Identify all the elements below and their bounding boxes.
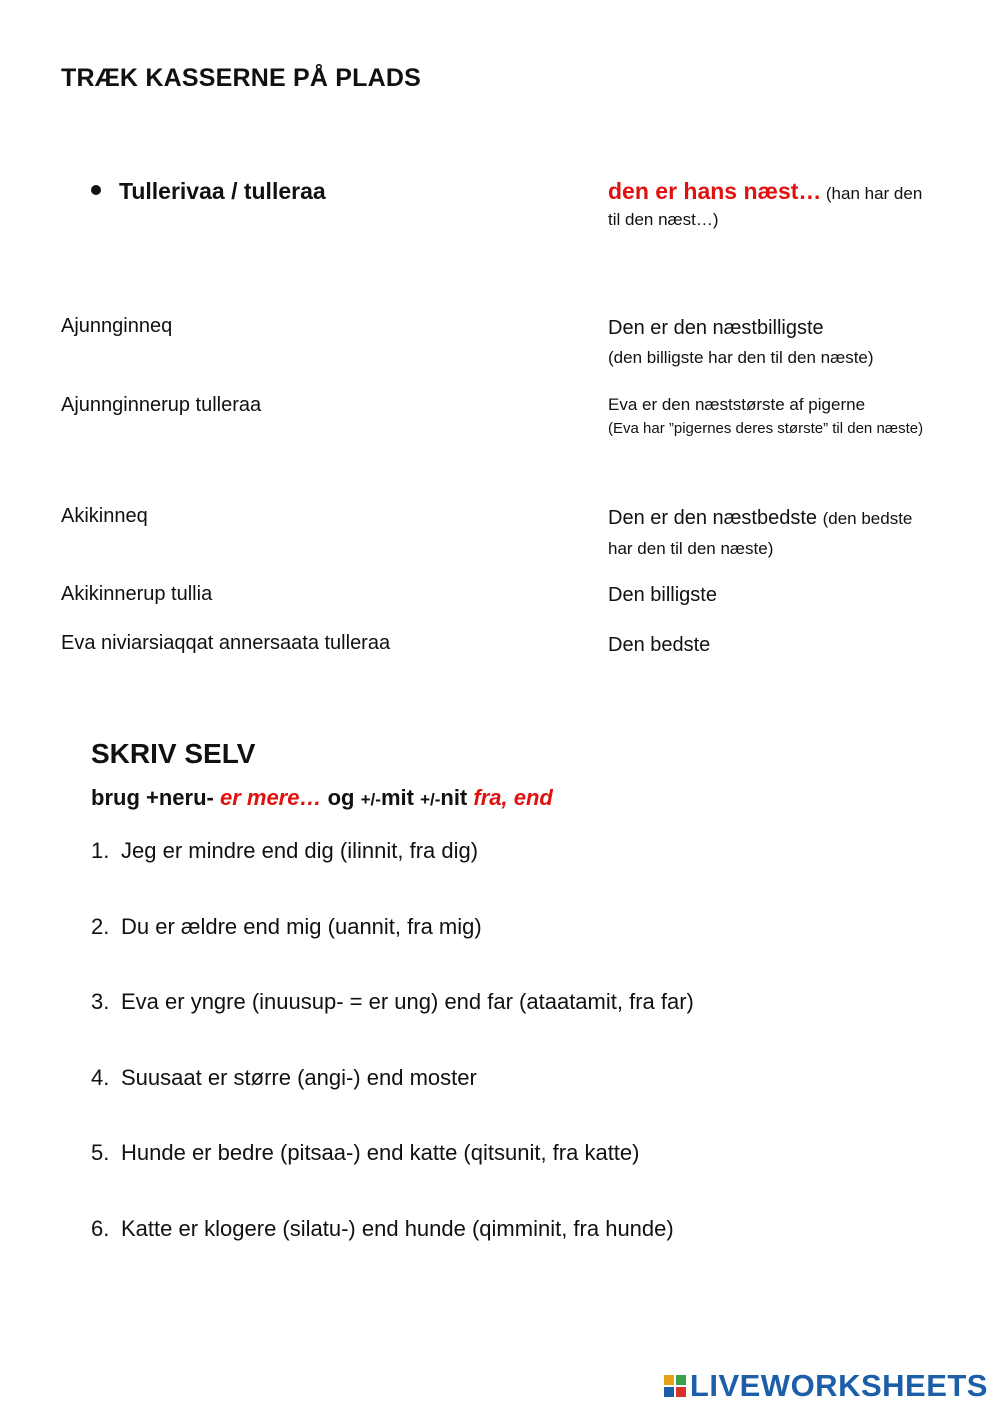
drop-target-3-note-b: har den til den næste) [608, 539, 774, 558]
logo-square-icon [676, 1375, 686, 1385]
drop-target-1-main: Den er den næstbilligste [608, 317, 824, 339]
drop-target-1-note: (den billigste har den til den næste) [608, 348, 874, 367]
instr-part-6: +/- [420, 790, 441, 809]
task-number: 6. [91, 1215, 110, 1241]
logo-grid-icon [664, 1375, 686, 1397]
example-right-note-b: til den næst…) [608, 210, 719, 229]
logo-square-icon [664, 1387, 674, 1397]
drop-target-1[interactable] [608, 313, 948, 373]
example-right-note-a: (han har den [825, 184, 923, 203]
liveworksheets-logo[interactable] [664, 1368, 988, 1404]
task-number: 5. [91, 1140, 110, 1165]
instr-part-1: brug +neru- [91, 785, 214, 810]
task-number: 3. [91, 989, 110, 1014]
instruction-line [91, 785, 553, 811]
drop-target-4[interactable]: Den billigste [608, 584, 717, 606]
drag-box-left-1[interactable]: Ajunnginneq [61, 315, 173, 337]
instr-part-8: fra, end [473, 785, 553, 810]
logo-square-icon [676, 1387, 686, 1397]
instr-part-7: nit [440, 785, 468, 810]
task-text: Suusaat er større (angi-) end moster [121, 1064, 477, 1090]
drop-target-2[interactable] [608, 395, 948, 443]
instr-part-5: mit [380, 785, 414, 810]
example-left-text: Tullerivaa / tulleraa [119, 178, 326, 204]
drop-target-3[interactable] [608, 503, 948, 564]
drop-target-2-note: (Eva har ”pigernes deres største” til den næste) [608, 420, 924, 437]
task-text: Du er ældre end mig (uannit, fra mig) [121, 913, 482, 939]
section-title: SKRIV SELV [91, 738, 256, 769]
drop-target-3-note-a: (den bedste [822, 509, 913, 528]
page-title: TRÆK KASSERNE PÅ PLADS [61, 64, 421, 92]
task-text: Eva er yngre (inuusup- = er ung) end far (ataatamit, fra far) [121, 989, 694, 1014]
drop-target-2-main: Eva er den næststørste af pigerne [608, 395, 866, 414]
task-item [91, 914, 694, 990]
task-item [91, 1140, 694, 1216]
task-item [91, 838, 694, 914]
drop-target-5[interactable]: Den bedste [608, 634, 711, 656]
task-number: 2. [91, 913, 110, 939]
logo-square-icon [664, 1375, 674, 1385]
task-number: 1. [91, 838, 110, 863]
drag-box-left-5[interactable]: Eva niviarsiaqqat annersaata tulleraa [61, 632, 391, 654]
instr-part-3: og [327, 785, 355, 810]
bullet-icon [91, 185, 101, 195]
drag-box-left-4[interactable]: Akikinnerup tullia [61, 583, 213, 605]
task-text: Katte er klogere (silatu-) end hunde (qimminit, fra hunde) [121, 1215, 674, 1241]
example-left [91, 178, 326, 205]
drag-box-left-2[interactable]: Ajunnginnerup tulleraa [61, 394, 262, 416]
task-item [91, 1065, 694, 1141]
task-item [91, 989, 694, 1065]
instr-part-4: +/- [360, 790, 381, 809]
logo-text: LIVEWORKSHEETS [689, 1368, 988, 1403]
drop-target-3-main: Den er den næstbedste [608, 507, 818, 529]
example-right [608, 178, 948, 235]
task-item [91, 1216, 694, 1292]
task-text: Jeg er mindre end dig (ilinnit, fra dig) [121, 838, 479, 863]
example-right-main: den er hans næst… [608, 178, 822, 204]
instr-part-2: er mere… [219, 785, 322, 810]
task-number: 4. [91, 1064, 110, 1090]
task-list [91, 838, 694, 1291]
task-text: Hunde er bedre (pitsaa-) end katte (qitsunit, fra katte) [121, 1140, 640, 1165]
drag-box-left-3[interactable]: Akikinneq [61, 505, 148, 527]
